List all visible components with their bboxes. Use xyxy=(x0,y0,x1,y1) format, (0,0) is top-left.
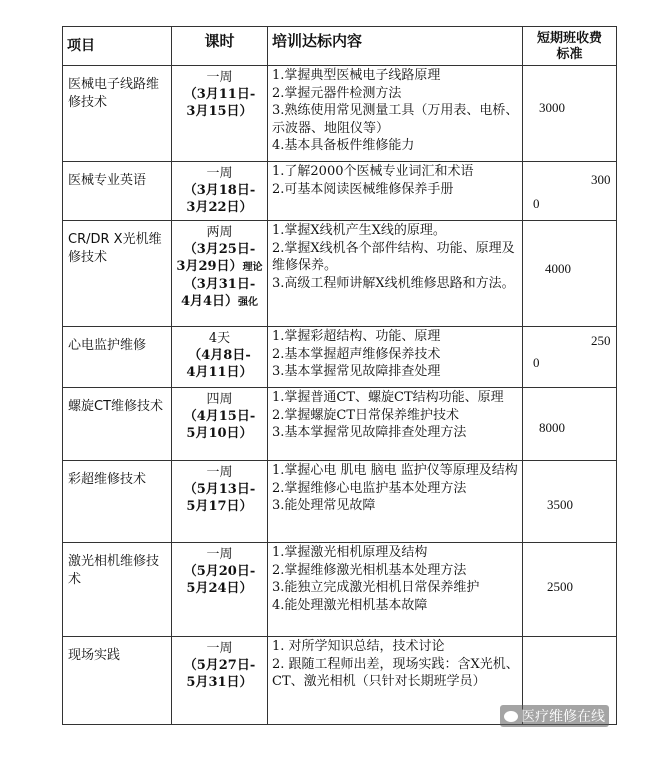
cell-fee xyxy=(523,543,617,637)
hours-date-end: 5月24日） xyxy=(186,581,253,596)
training-schedule-document xyxy=(62,26,616,725)
table-row xyxy=(63,327,617,388)
hours-date-start: （5月20日- xyxy=(183,564,256,579)
cell-goals xyxy=(268,461,523,543)
cell-hours xyxy=(172,327,268,388)
goal-item: 2.掌握螺旋CT日常保养维护技术 xyxy=(272,407,460,423)
cell-project: 激光相机维修技术 xyxy=(63,543,172,637)
hours-duration: 四周 xyxy=(206,392,233,407)
hours-duration: 4天 xyxy=(208,331,231,346)
hours-duration: 一周 xyxy=(206,70,233,85)
cell-project: 心电监护维修 xyxy=(63,327,172,388)
table-row xyxy=(63,461,617,543)
cell-fee xyxy=(523,162,617,221)
cell-project: 现场实践 xyxy=(63,637,172,725)
hours-date-end: 5月10日） xyxy=(186,426,253,441)
cell-hours xyxy=(172,388,268,461)
hours-phase-theory: 理论 xyxy=(242,262,263,273)
fee-value-part1: 250 xyxy=(591,333,611,348)
header-fee xyxy=(523,27,617,66)
fee-value: 4000 xyxy=(545,261,571,276)
hours-duration: 一周 xyxy=(206,465,233,480)
fee-value-part2: 0 xyxy=(533,196,540,211)
goal-item: 3.基本掌握常见故障排查处理方法 xyxy=(272,425,467,440)
goal-item: 3.基本掌握常见故障排查处理 xyxy=(272,364,441,379)
cell-hours xyxy=(172,162,268,221)
hours-date-start: （3月11日- xyxy=(183,87,256,102)
wechat-icon xyxy=(504,711,518,722)
header-fee-line2: 标准 xyxy=(556,47,583,62)
hours-date-start-2: （3月31日- xyxy=(183,277,256,292)
cell-goals xyxy=(268,162,523,221)
fee-value: 2500 xyxy=(547,579,573,594)
fee-value: 3000 xyxy=(539,100,565,115)
goal-item: 2.掌握维修激光相机基本处理方法 xyxy=(272,562,467,578)
cell-hours xyxy=(172,461,268,543)
hours-date-end: 4月11日） xyxy=(186,365,253,380)
goal-item: 2.掌握X线机各个部件结构、功能、原理及维修保养。 xyxy=(272,240,515,273)
hours-date-start: （4月15日- xyxy=(183,409,256,424)
cell-project: 医械电子线路维修技术 xyxy=(63,66,172,162)
hours-duration: 一周 xyxy=(206,641,233,656)
goal-item: 2. 跟随工程师出差，现场实践：含X光机、CT、激光相机（只针对长期班学员） xyxy=(272,656,519,689)
hours-date-start: （3月18日- xyxy=(183,183,256,198)
header-goals: 培训达标内容 xyxy=(268,27,523,66)
goal-item: 3.能处理常见故障 xyxy=(272,498,376,513)
hours-date-start: （5月13日- xyxy=(183,482,256,497)
cell-hours xyxy=(172,637,268,725)
header-fee-line1: 短期班收费 xyxy=(536,31,602,46)
cell-fee xyxy=(523,66,617,162)
cell-fee xyxy=(523,461,617,543)
table-row xyxy=(63,66,617,162)
hours-date-end: 5月31日） xyxy=(186,675,253,690)
cell-project: CR/DR X光机维修技术 xyxy=(63,221,172,327)
cell-goals xyxy=(268,543,523,637)
hours-duration: 一周 xyxy=(206,547,233,562)
hours-date-end: 3月29日） xyxy=(176,259,243,274)
hours-duration: 两周 xyxy=(206,225,233,240)
goal-item: 1.掌握X线机产生X线的原理。 xyxy=(272,223,446,238)
table-header-row xyxy=(63,27,617,66)
watermark xyxy=(500,705,609,727)
hours-date-start: （3月25日- xyxy=(183,242,256,257)
hours-date-start: （5月27日- xyxy=(183,658,256,673)
goal-item: 1.掌握彩超结构、功能、原理 xyxy=(272,329,441,344)
fee-value: 8000 xyxy=(539,420,565,435)
watermark-text: 医疗维修在线 xyxy=(521,709,605,725)
fee-value: 3500 xyxy=(547,497,573,512)
cell-goals xyxy=(268,66,523,162)
goal-item: 1.掌握普通CT、螺旋CT结构功能、原理 xyxy=(272,390,504,405)
goal-item: 1. 对所学知识总结，技术讨论 xyxy=(272,639,445,654)
goal-item: 3.熟练使用常见测量工具（万用表、电桥、示波器、地阻仪等） xyxy=(272,103,519,136)
cell-fee xyxy=(523,327,617,388)
goal-item: 2.基本掌握超声维修保养技术 xyxy=(272,346,441,362)
goal-item: 3.能独立完成激光相机日常保养维护 xyxy=(272,580,480,595)
cell-goals xyxy=(268,327,523,388)
training-table xyxy=(62,26,617,725)
hours-date-start: （4月8日- xyxy=(188,348,251,363)
hours-phase-intensive: 强化 xyxy=(238,297,259,308)
table-row xyxy=(63,388,617,461)
cell-fee xyxy=(523,388,617,461)
cell-hours xyxy=(172,543,268,637)
cell-fee xyxy=(523,221,617,327)
goal-item: 2.掌握维修心电监护基本处理方法 xyxy=(272,480,467,496)
table-row xyxy=(63,543,617,637)
goal-item: 3.高级工程师讲解X线机维修思路和方法。 xyxy=(272,275,515,291)
hours-date-end: 3月15日） xyxy=(186,104,253,119)
cell-hours xyxy=(172,66,268,162)
hours-date-end: 5月17日） xyxy=(186,499,253,514)
goal-item: 1.掌握心电 肌电 脑电 监护仪等原理及结构 xyxy=(272,463,518,478)
hours-duration: 一周 xyxy=(206,166,233,181)
hours-date-end: 3月22日） xyxy=(186,200,253,215)
goal-item: 1.掌握典型医械电子线路原理 xyxy=(272,68,441,83)
fee-value-part2: 0 xyxy=(533,355,540,370)
table-row xyxy=(63,221,617,327)
cell-goals xyxy=(268,388,523,461)
cell-project: 螺旋CT维修技术 xyxy=(63,388,172,461)
cell-project: 医械专业英语 xyxy=(63,162,172,221)
goal-item: 2.掌握元器件检测方法 xyxy=(272,85,402,101)
cell-goals xyxy=(268,637,523,725)
table-row xyxy=(63,162,617,221)
goal-item: 4.基本具备板件维修能力 xyxy=(272,138,415,153)
header-hours: 课时 xyxy=(172,27,268,66)
goal-item: 1.了解2000个医械专业词汇和术语 xyxy=(272,164,474,179)
header-project: 项目 xyxy=(63,27,172,66)
goal-item: 1.掌握激光相机原理及结构 xyxy=(272,545,428,560)
fee-value-part1: 300 xyxy=(591,172,611,187)
hours-date-end-2: 4月4日） xyxy=(180,294,239,309)
goal-item: 4.能处理激光相机基本故障 xyxy=(272,597,428,613)
cell-project: 彩超维修技术 xyxy=(63,461,172,543)
cell-hours xyxy=(172,221,268,327)
cell-goals xyxy=(268,221,523,327)
goal-item: 2.可基本阅读医械维修保养手册 xyxy=(272,181,454,197)
